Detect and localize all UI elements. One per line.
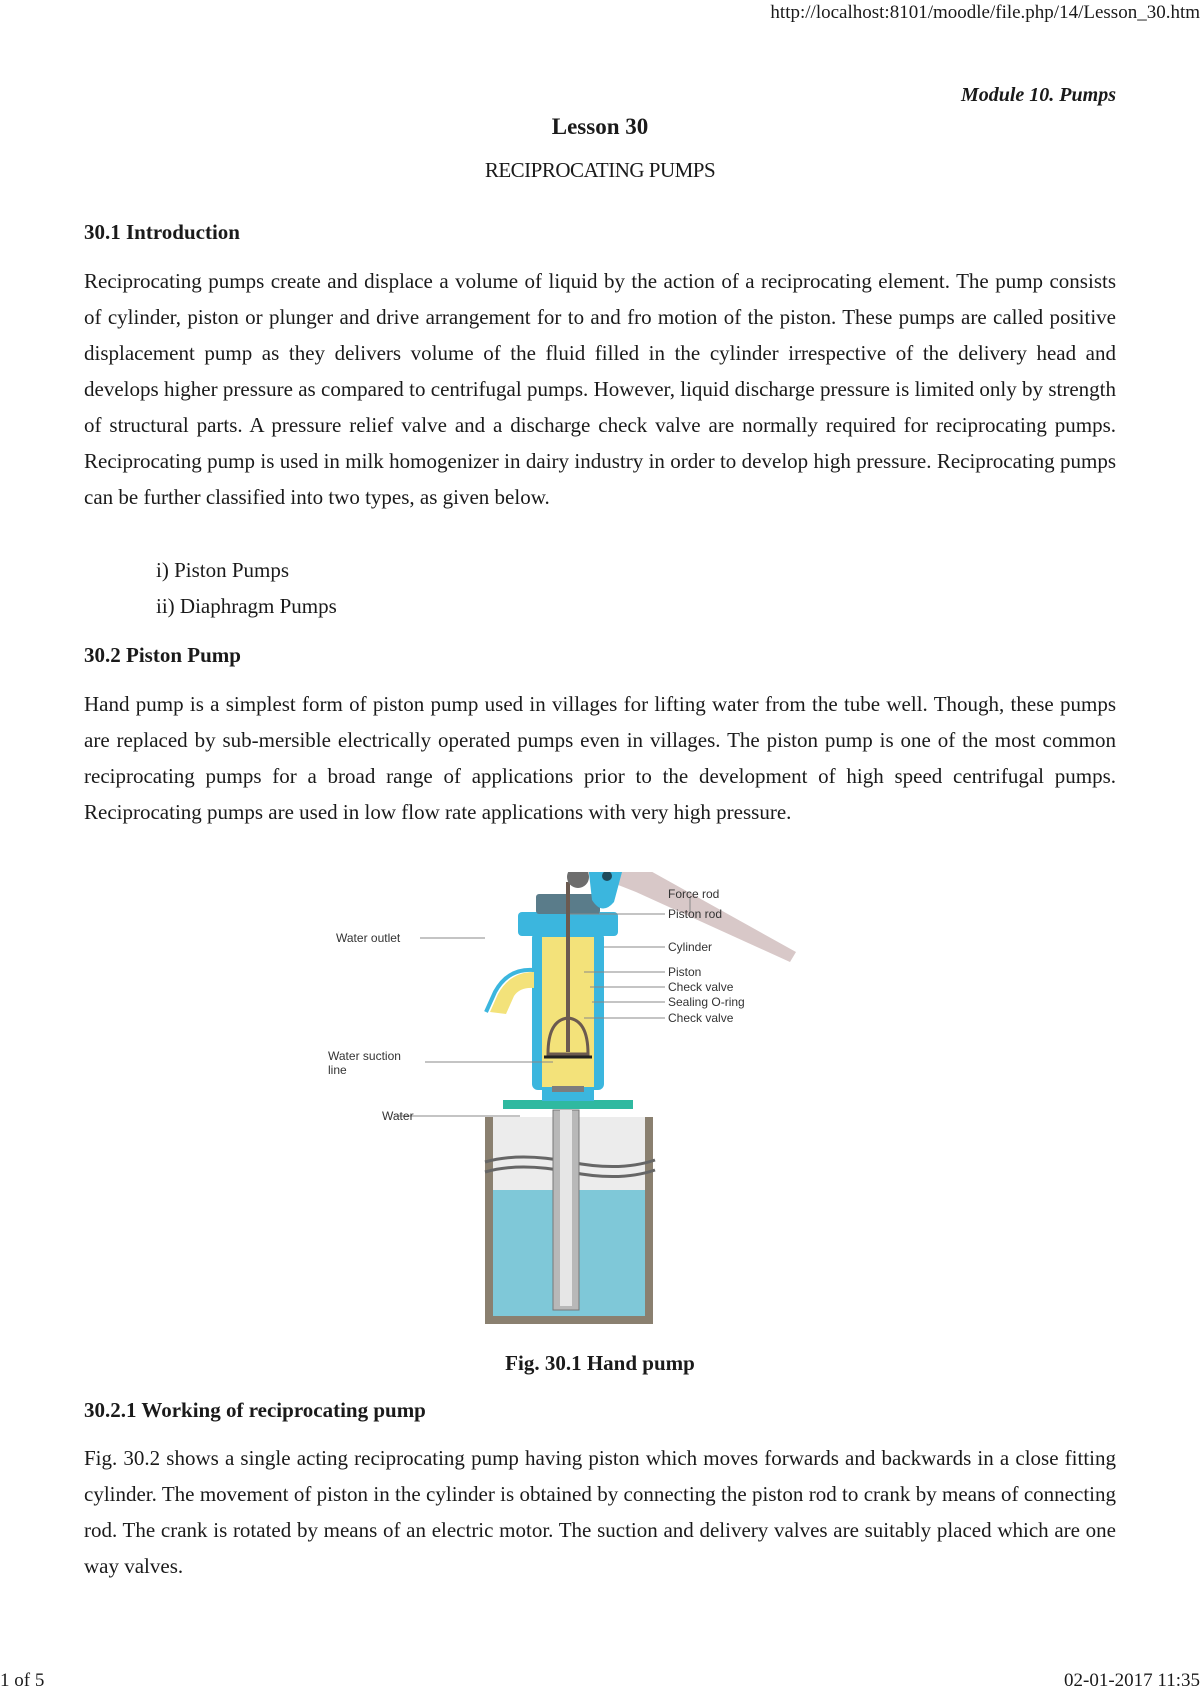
hand-pump-figure <box>320 872 880 1324</box>
label-suction-1: Water suction <box>328 1049 401 1063</box>
page-counter: 1 of 5 <box>0 1670 45 1691</box>
print-datetime: 02-01-2017 11:35 <box>1064 1670 1200 1691</box>
pivot-joint <box>567 872 589 888</box>
check-valve-lower <box>552 1086 584 1092</box>
label-check-valve-2: Check valve <box>668 1011 734 1025</box>
type-item-piston: i) Piston Pumps <box>156 558 290 582</box>
working-heading: 30.2.1 Working of reciprocating pump <box>84 1398 426 1422</box>
intro-paragraph: Reciprocating pumps create and displace a volume of liquid by the action of a reciprocating element. The pump consists of cylinder, piston or plunger and drive arrangement for to and fro motion of the piston. These pumps are called positive displacement pump as they delivers volume of the fluid filled in the cylinder irrespective of the delivery head and develops higher pressure as compared to centrifugal pumps. However, liquid discharge pressure is limited only by strength of structural parts. A pressure relief valve and a discharge check valve are normally required for reciprocating pumps. Reciprocating pump is used in milk homogenizer in dairy industry in order to develop high pressure. Reciprocating pumps can be further classified into two types, as given below. <box>84 269 1116 509</box>
working-paragraph: Fig. 30.2 shows a single acting reciprocating pump having piston which moves forwards and backwards in a close fitting cylinder. The movement of piston in the cylinder is obtained by connecting the piston rod to crank by means of connecting rod. The crank is rotated by means of an electric motor. The suction and delivery valves are suitably placed which are one way valves. <box>84 1446 1116 1578</box>
figure-caption: Fig. 30.1 Hand pump <box>505 1351 695 1375</box>
intro-heading: 30.1 Introduction <box>84 220 240 244</box>
type-item-diaphragm: ii) Diaphragm Pumps <box>156 594 337 618</box>
label-water-outlet: Water outlet <box>336 931 401 945</box>
base-plate <box>503 1100 633 1109</box>
label-piston-rod: Piston rod <box>668 907 723 921</box>
label-cylinder: Cylinder <box>668 940 713 954</box>
lesson-title: RECIPROCATING PUMPS <box>484 158 716 182</box>
label-water: Water <box>382 1109 414 1123</box>
label-suction-2: line <box>328 1063 347 1077</box>
label-check-valve-1: Check valve <box>668 980 734 994</box>
suction-pipe-inner <box>560 1110 572 1306</box>
label-sealing: Sealing O-ring <box>668 995 745 1009</box>
module-title: Module 10. Pumps <box>960 84 1116 106</box>
label-force-rod: Force rod <box>668 887 720 901</box>
piston-heading: 30.2 Piston Pump <box>84 643 241 667</box>
label-piston: Piston <box>668 965 702 979</box>
page-url: http://localhost:8101/moodle/file.php/14/Lesson_30.htm <box>770 2 1200 23</box>
lesson-number: Lesson 30 <box>551 114 649 139</box>
piston-paragraph: Hand pump is a simplest form of piston pump used in villages for lifting water from the tube well. Though, these pumps are replaced by sub-mersible electrically operated pumps even in villages. The piston pump is one of the most common reciprocating pumps for a broad range of applications prior to the development of high speed centrifugal pumps. Reciprocating pumps are used in low flow rate applications with very high pressure. <box>84 692 1116 824</box>
